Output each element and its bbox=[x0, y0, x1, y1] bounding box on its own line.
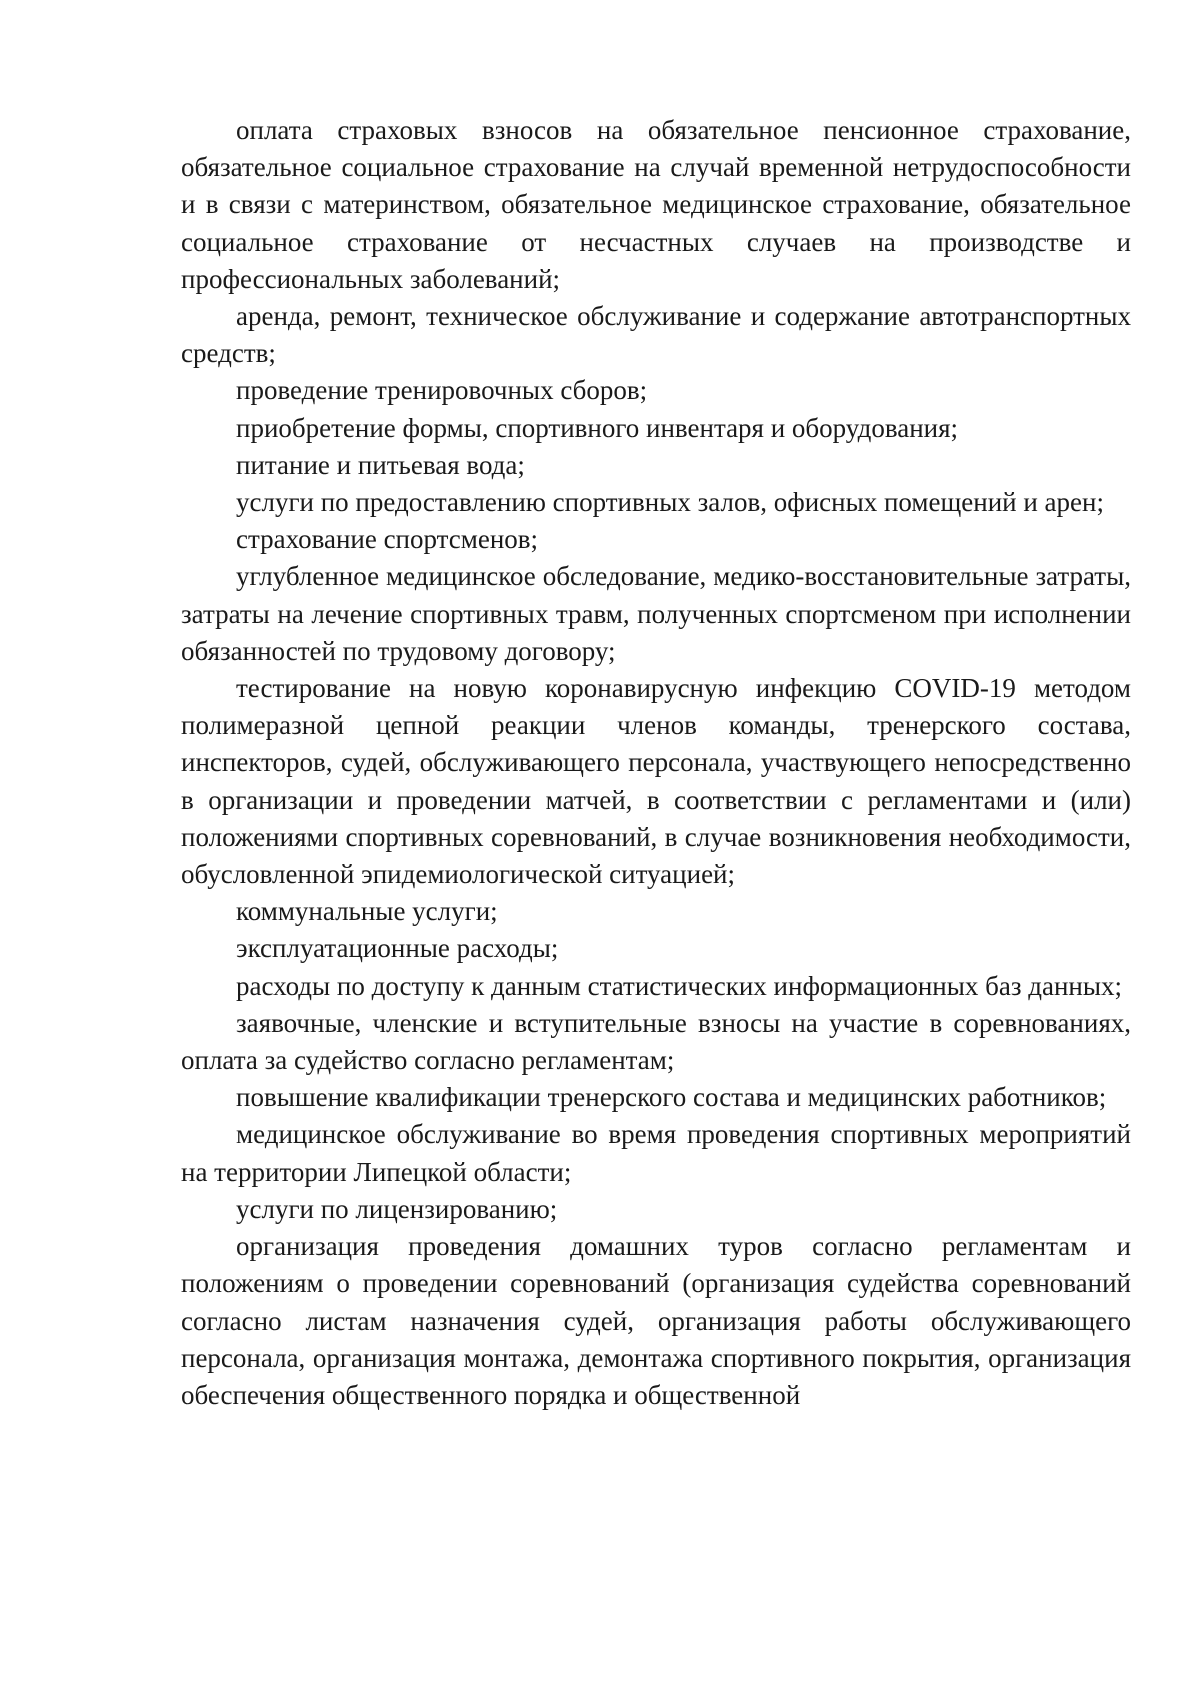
paragraph-insurance-contributions: оплата страховых взносов на обязательное пенсионное страхование, обязательное социальное страхование на случай временной нетрудоспособности и в связи с материнством, обязательное медицинское страхование, обязательное социальное страхование от несчастных случаев на производстве и профессиональных заболеваний; bbox=[181, 115, 1131, 294]
paragraph-event-medical-service: медицинское обслуживание во время проведения спортивных мероприятий на территории Липецкой области; bbox=[181, 1119, 1131, 1187]
paragraph-licensing: услуги по лицензированию; bbox=[236, 1193, 558, 1224]
paragraph-operating-expenses: эксплуатационные расходы; bbox=[236, 933, 559, 964]
paragraph-entry-fees: заявочные, членские и вступительные взносы на участие в соревнованиях, оплата за судейство согласно регламентам; bbox=[181, 1007, 1131, 1076]
paragraph-food-water: питание и питьевая вода; bbox=[236, 449, 525, 480]
paragraph-athlete-insurance: страхование спортсменов; bbox=[236, 524, 539, 555]
paragraph-medical-examination: углубленное медицинское обследование, медико-восстановительные затраты, затраты на лечение спортивных травм, полученных спортсменом при исполнении обязанностей по трудовому договору; bbox=[181, 561, 1131, 666]
paragraph-training-camps: проведение тренировочных сборов; bbox=[236, 375, 648, 406]
paragraph-covid-testing: тестирование на новую коронавирусную инфекцию COVID-19 методом полимеразной цепной реакции членов команды, тренерского состава, инспекторов, судей, обслуживающего персонала, участвующего непосредственно в организации и проведении матчей, в соответствии с регламентами и (или) положениями спортивных соревнований, в случае возникновения необходимости, обусловленной эпидемиологической ситуацией; bbox=[181, 673, 1131, 890]
paragraph-utilities: коммунальные услуги; bbox=[236, 896, 498, 927]
paragraph-vehicle-rental: аренда, ремонт, техническое обслуживание и содержание автотранспортных средств; bbox=[181, 301, 1131, 369]
paragraph-venue-services: услуги по предоставлению спортивных залов, офисных помещений и арен; bbox=[236, 487, 1104, 518]
paragraph-equipment-purchase: приобретение формы, спортивного инвентаря и оборудования; bbox=[236, 412, 959, 443]
paragraph-staff-training: повышение квалификации тренерского состава и медицинских работников; bbox=[236, 1082, 1107, 1113]
paragraph-home-tours: организация проведения домашних туров согласно регламентам и положениям о проведении соревнований (организация судейства соревнований согласно листам назначения судей, организация работы обслуживающего персонала, организация монтажа, демонтажа спортивного покрытия, организация обеспечения общественного порядка и общественной bbox=[181, 1231, 1131, 1410]
paragraph-database-access: расходы по доступу к данным статистических информационных баз данных; bbox=[236, 970, 1123, 1001]
document-body bbox=[181, 112, 1131, 1414]
